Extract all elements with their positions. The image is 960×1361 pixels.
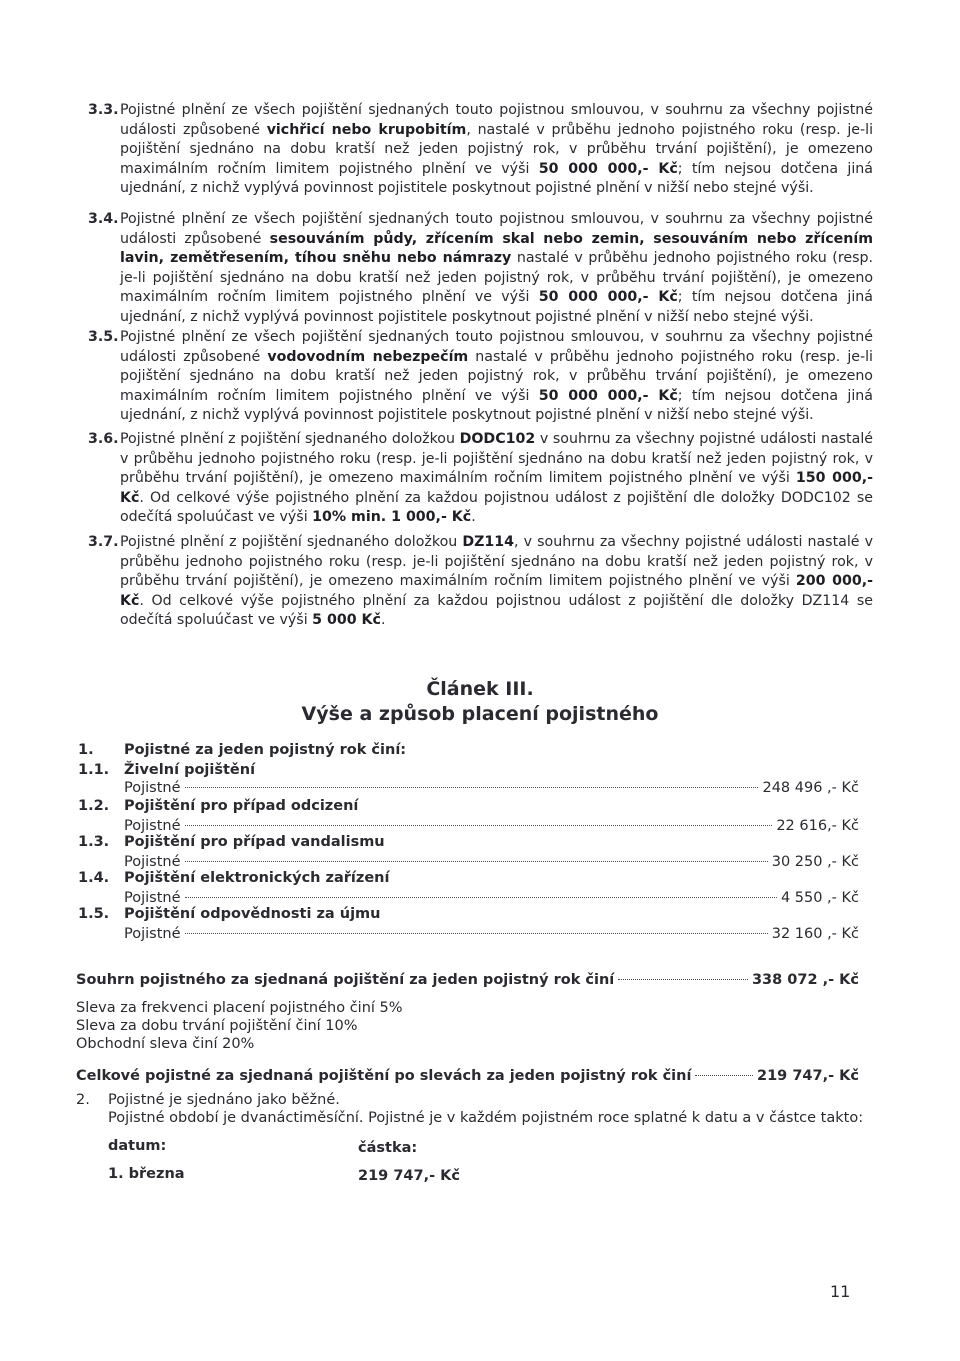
total-amount: 219 747,- Kč	[757, 1068, 859, 1084]
clause-emphasis: vodovodním nebezpečím	[267, 348, 469, 365]
item-number: 1.2.	[78, 798, 110, 814]
clause-run: Pojistné plnění ze všech pojištění sjednaných touto pojistnou smlouvou, v souhrnu za všechny pojistné události způsobené	[120, 211, 873, 247]
clause-run: .	[380, 612, 386, 629]
clause-run: ; tím nejsou dotčena jiná ujednání, z nichž vyplývá povinnost pojistitele poskytnout pojistné plnění v nižší nebo stejné výši.	[120, 289, 873, 325]
clause-run: nastalé v průběhu jednoho pojistného roku (resp. je-li pojištění sjednáno na dobu kratší než jeden pojistný rok, v průběhu trvání pojištění), je omezeno maximálním ročním limitem pojistného plnění ve výši	[120, 250, 873, 306]
discount-frequency: Sleva za frekvenci placení pojistného činí 5%	[76, 1000, 403, 1016]
clause-run: . Od celkové výše pojistného plnění za každou pojistnou událost z pojištění dle doložky DODC102 se odečítá spoluúčast ve výši	[120, 489, 873, 526]
clause-emphasis: 50 000 000,- Kč	[538, 289, 678, 306]
clause-emphasis: 50 000 000,- Kč	[538, 387, 678, 404]
item-title: Pojištění pro případ odcizení	[124, 798, 359, 814]
clause-number: 3.7.	[88, 534, 119, 550]
item-title: Pojištění pro případ vandalismu	[124, 834, 385, 850]
clause-run: nastalé v průběhu jednoho pojistného roku (resp. je-li pojištění sjednáno na dobu kratší než jeden pojistný rok, v průběhu trvání pojištění), je omezeno maximálním ročním limitem pojistného plnění ve výši	[120, 348, 873, 404]
clause-emphasis: 50 000 000,- Kč	[538, 160, 678, 177]
dot-leader	[185, 933, 768, 934]
item-title: Živelní pojištění	[124, 762, 256, 778]
dot-leader	[695, 1075, 753, 1076]
dot-leader	[185, 861, 768, 862]
clause-run: ; tím nejsou dotčena jiná ujednání, z nichž vyplývá povinnost pojistitele poskytnout pojistné plnění v nižší nebo stejné výši.	[120, 160, 873, 197]
dot-leader	[185, 825, 773, 826]
page-number: 11	[830, 1282, 851, 1301]
clause-emphasis: 150 000,- Kč	[120, 470, 873, 506]
clause-number: 3.6.	[88, 431, 119, 447]
item-title: Pojištění odpovědnosti za újmu	[124, 906, 381, 922]
total-row	[76, 1068, 859, 1084]
clause-3-5	[88, 328, 873, 426]
article-subtitle: Výše a způsob placení pojistného	[301, 703, 659, 725]
clause-emphasis: 5 000 Kč	[312, 612, 381, 629]
clause-text	[120, 101, 873, 199]
clause-run: Pojistné plnění ze všech pojištění sjednaných touto pojistnou smlouvou, v souhrnu za všechny pojistné události způsobené	[120, 102, 873, 138]
payment-date: 1. března	[108, 1166, 185, 1182]
clause-emphasis: DODC102	[459, 431, 536, 447]
clause-run: Pojistné plnění z pojištění sjednaného doložkou	[120, 431, 460, 447]
item-premium-amount: 4 550 ,- Kč	[780, 890, 859, 906]
clause-text	[120, 533, 873, 631]
discount-duration: Sleva za dobu trvání pojištění činí 10%	[76, 1018, 358, 1034]
date-column-header: datum:	[108, 1138, 167, 1154]
amount-column-header: částka:	[358, 1140, 418, 1156]
item-premium-label: Pojistné	[124, 926, 181, 942]
item-number: 1.4.	[78, 870, 110, 886]
clause-3-3	[88, 101, 873, 199]
clause-run: v souhrnu za všechny pojistné události nastalé v průběhu jednoho pojistného roku (resp. je-li pojištění sjednáno na dobu kratší než jeden pojistný rok, v průběhu trvání pojištění), je omezeno maximálním ročním limitem pojistného plnění ve výši	[120, 431, 873, 487]
clause-run: Pojistné plnění z pojištění sjednaného doložkou	[120, 534, 463, 550]
payment-amount: 219 747,- Kč	[358, 1168, 460, 1184]
summary-row	[76, 972, 859, 988]
clause-run: . Od celkové výše pojistného plnění za každou pojistnou událost z pojištění dle doložky DZ114 se odečítá spoluúčast ve výši	[120, 592, 873, 629]
discount-commercial: Obchodní sleva činí 20%	[76, 1036, 255, 1052]
clause-emphasis: sesouváním půdy, zřícením skal nebo zemin, sesouváním nebo zřícením lavin, zemětřesením, tíhou sněhu nebo námrazy	[120, 230, 873, 267]
item-premium-row	[124, 926, 859, 946]
summary-label: Souhrn pojistného za sjednaná pojištění za jeden pojistný rok činí	[76, 972, 615, 988]
clause-emphasis: DZ114	[462, 534, 515, 550]
clause-emphasis: vichřicí nebo krupobitím	[266, 121, 467, 138]
dot-leader	[185, 897, 777, 898]
clause-emphasis: 10% min. 1 000,- Kč	[312, 509, 472, 526]
dot-leader	[618, 979, 748, 980]
dot-leader	[185, 787, 759, 788]
premium-intro: Pojistné za jeden pojistný rok činí:	[124, 742, 407, 758]
item-premium-label: Pojistné	[124, 818, 181, 834]
article-title: Článek III.	[426, 678, 534, 700]
clause-3-7	[88, 533, 873, 631]
clause-text	[120, 430, 873, 528]
clause-run: .	[471, 509, 476, 526]
summary-amount: 338 072 ,- Kč	[751, 972, 859, 988]
item-premium-label: Pojistné	[124, 890, 181, 906]
item-number: 1.1.	[78, 762, 110, 778]
clause-run: , v souhrnu za všechny pojistné události nastalé v průběhu jednoho pojistného roku (resp. je-li pojištění sjednáno na dobu kratší než jeden pojistný rok, v průběhu trvání pojištění), je omezeno maximálním ročním limitem pojistného plnění ve výši	[120, 534, 873, 590]
item-premium-row	[124, 780, 859, 800]
clause-number: 3.4.	[88, 211, 119, 227]
premium-intro-number: 1.	[78, 742, 94, 758]
item-premium-amount: 248 496 ,- Kč	[762, 780, 859, 796]
clause-emphasis: 200 000,- Kč	[120, 573, 873, 609]
item-title: Pojištění elektronických zařízení	[124, 870, 390, 886]
clause-text	[120, 328, 873, 426]
item-premium-amount: 32 160 ,- Kč	[771, 926, 859, 942]
clause-run: ; tím nejsou dotčena jiná ujednání, z nichž vyplývá povinnost pojistitele poskytnout pojistné plnění v nižší nebo stejné výši.	[120, 387, 873, 424]
payment-line-1: Pojistné je sjednáno jako běžné.	[108, 1092, 340, 1108]
item-premium-label: Pojistné	[124, 854, 181, 870]
clause-run: Pojistné plnění ze všech pojištění sjednaných touto pojistnou smlouvou, v souhrnu za všechny pojistné události způsobené	[120, 329, 873, 365]
clause-3-6	[88, 430, 873, 528]
item-premium-amount: 22 616,- Kč	[776, 818, 859, 834]
clause-text	[120, 210, 873, 328]
item-premium-amount: 30 250 ,- Kč	[771, 854, 859, 870]
clause-number: 3.5.	[88, 329, 119, 345]
payment-number: 2.	[76, 1092, 90, 1108]
clause-3-4	[88, 210, 873, 328]
clause-number: 3.3.	[88, 102, 119, 118]
item-premium-label: Pojistné	[124, 780, 181, 796]
clause-run: , nastalé v průběhu jednoho pojistného roku (resp. je-li pojištění sjednáno na dobu kratší než jeden pojistný rok, v průběhu trvání pojištění), je omezeno maximálním ročním limitem pojistného plnění ve výši	[120, 121, 874, 177]
item-number: 1.3.	[78, 834, 110, 850]
item-number: 1.5.	[78, 906, 110, 922]
payment-line-2: Pojistné období je dvanáctiměsíční. Pojistné je v každém pojistném roce splatné k datu a v částce takto:	[108, 1110, 864, 1126]
total-label: Celkové pojistné za sjednaná pojištění po slevách za jeden pojistný rok činí	[76, 1068, 692, 1084]
